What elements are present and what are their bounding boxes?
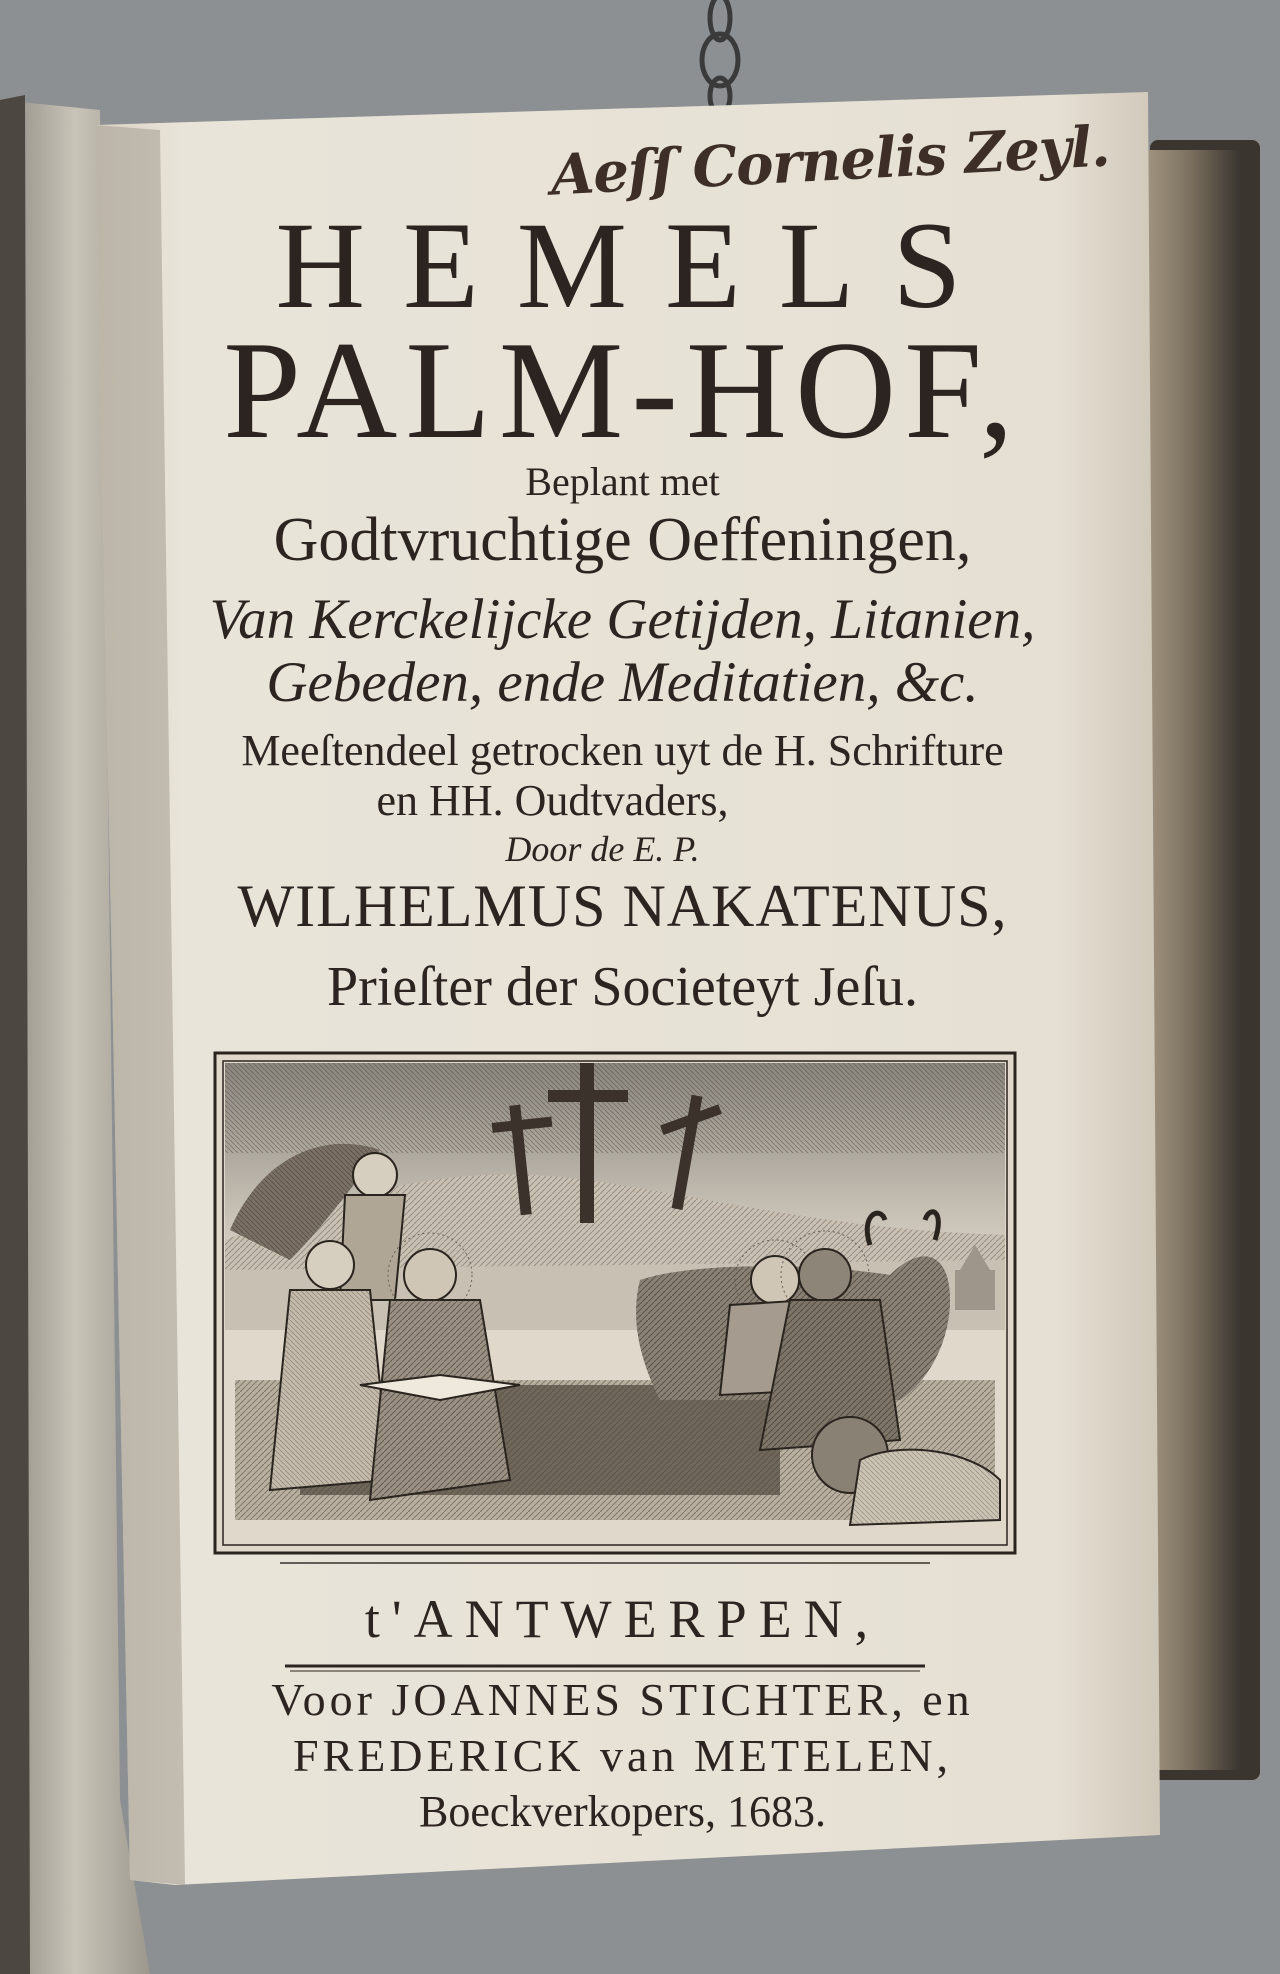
subtitle-line-1: Beplant met [525, 459, 720, 504]
handwritten-inscription: Aeſſ Cornelis Zeyl. [549, 113, 1111, 209]
author-name: WILHELMUS NAKATENUS, [237, 873, 1008, 939]
author-title: Prieſter der Societeyt Jeſu. [327, 956, 918, 1018]
author-intro: Door de E. P. [505, 829, 700, 869]
source-line-1: Meeſtendeel getrocken uyt de H. Schrifture [241, 726, 1004, 775]
subtitle-line-2: Godtvruchtige Oeffeningen, [273, 506, 972, 574]
contents-line-1: Van Kerckelijcke Getijden, Litanien, [209, 588, 1036, 651]
title-line-1: HEMELS [275, 197, 1000, 334]
imprint-place: t'ANTWERPEN, [364, 1589, 881, 1649]
title-page-text [100, 100, 1145, 1860]
imprint-line-2: FREDERICK van METELEN, [292, 1730, 953, 1781]
imprint-line-1: Voor JOANNES STICHTER, en [271, 1674, 974, 1725]
contents-line-2: Gebeden, ende Meditatien, &c. [266, 651, 979, 714]
title-line-2: PALM-HOF, [223, 313, 1022, 468]
imprint-line-3: Boeckverkopers, 1683. [419, 1787, 826, 1836]
source-line-2: en HH. Oudtvaders, [376, 776, 729, 825]
